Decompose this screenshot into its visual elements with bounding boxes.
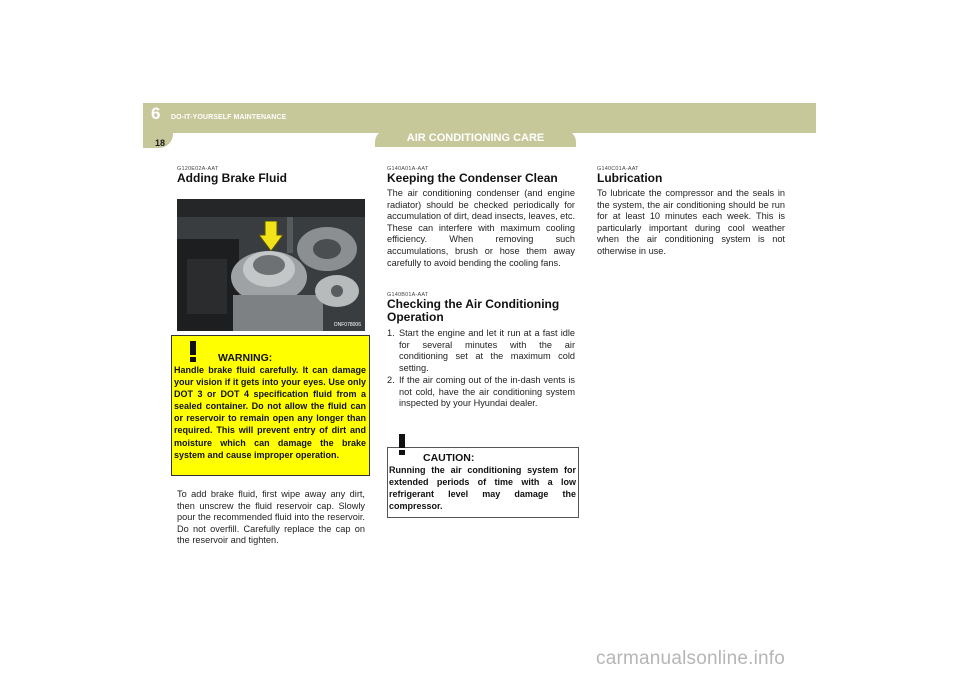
step-1-number: 1. — [387, 328, 395, 338]
section-code-lubrication: G140C01A-AAT — [597, 166, 639, 172]
step-1-text: Start the engine and let it run at a fast idle for several minutes with the air conditioning set at the maximum cold setting. — [399, 328, 575, 373]
chapter-number: 6 — [151, 104, 161, 123]
section-code-brake: G120E02A-AAT — [177, 166, 219, 172]
exclamation-icon — [390, 432, 414, 456]
exclamation-icon — [181, 339, 205, 363]
brake-reservoir-photo — [177, 199, 365, 331]
page-number: 18 — [155, 138, 166, 148]
caution-text: Running the air conditioning system for extended periods of time with a low refrigerant level may damage the compressor. — [389, 465, 576, 511]
condenser-body-text: The air conditioning condenser (and engine radiator) should be checked periodically for accumulation of dirt, dead insects, leaves, etc. These can interfere with maximum cooling efficiency. When removing such accumulations, brush or hose them away carefully to avoid bending the cooling fans. — [387, 188, 575, 268]
section-code-condenser: G140A01A-AAT — [387, 166, 429, 172]
photo-caption: ONF078006 — [333, 322, 361, 328]
heading-condenser: Keeping the Condenser Clean — [387, 171, 558, 185]
caution-title: CAUTION: — [423, 452, 475, 464]
watermark: carmanualsonline.info — [596, 648, 786, 669]
section-title: AIR CONDITIONING CARE — [406, 132, 545, 144]
warning-title: WARNING: — [218, 352, 273, 364]
lubrication-body-text: To lubricate the compressor and the seals in the system, the air conditioning should be run for at least 10 minutes each week. This is particularly important during cool weather when the air conditioning system is not otherwise in use. — [597, 188, 785, 256]
step-2-number: 2. — [387, 375, 395, 385]
brake-body-text: To add brake fluid, first wipe away any dirt, then unscrew the fluid reservoir cap. Slowly pour the recommended fluid into the reservoir. Do not overfill. Carefully replace the cap on the reservoir and tighten. — [177, 489, 365, 546]
step-1 — [387, 328, 575, 374]
warning-text: Handle brake fluid carefully. It can damage your vision if it gets into your eyes. Use only DOT 3 or DOT 4 specification fluid from a sealed container. Do not allow the fluid can or reservoir to remain open any longer than required. This will prevent entry of dirt and moisture which can damage the brake system and cause improper operation. — [174, 365, 366, 460]
section-code-operation: G140B01A-AAT — [387, 292, 429, 298]
down-arrow-icon — [259, 221, 283, 251]
chapter-title: DO-IT-YOURSELF MAINTENANCE — [171, 114, 287, 121]
step-2-text: If the air coming out of the in-dash vents is not cold, have the air conditioning system inspected by your Hyundai dealer. — [399, 375, 575, 409]
heading-ac-operation: Checking the Air Conditioning Operation — [387, 297, 560, 324]
heading-adding-brake-fluid: Adding Brake Fluid — [177, 171, 288, 185]
heading-lubrication: Lubrication — [597, 171, 663, 185]
step-2 — [387, 375, 575, 410]
